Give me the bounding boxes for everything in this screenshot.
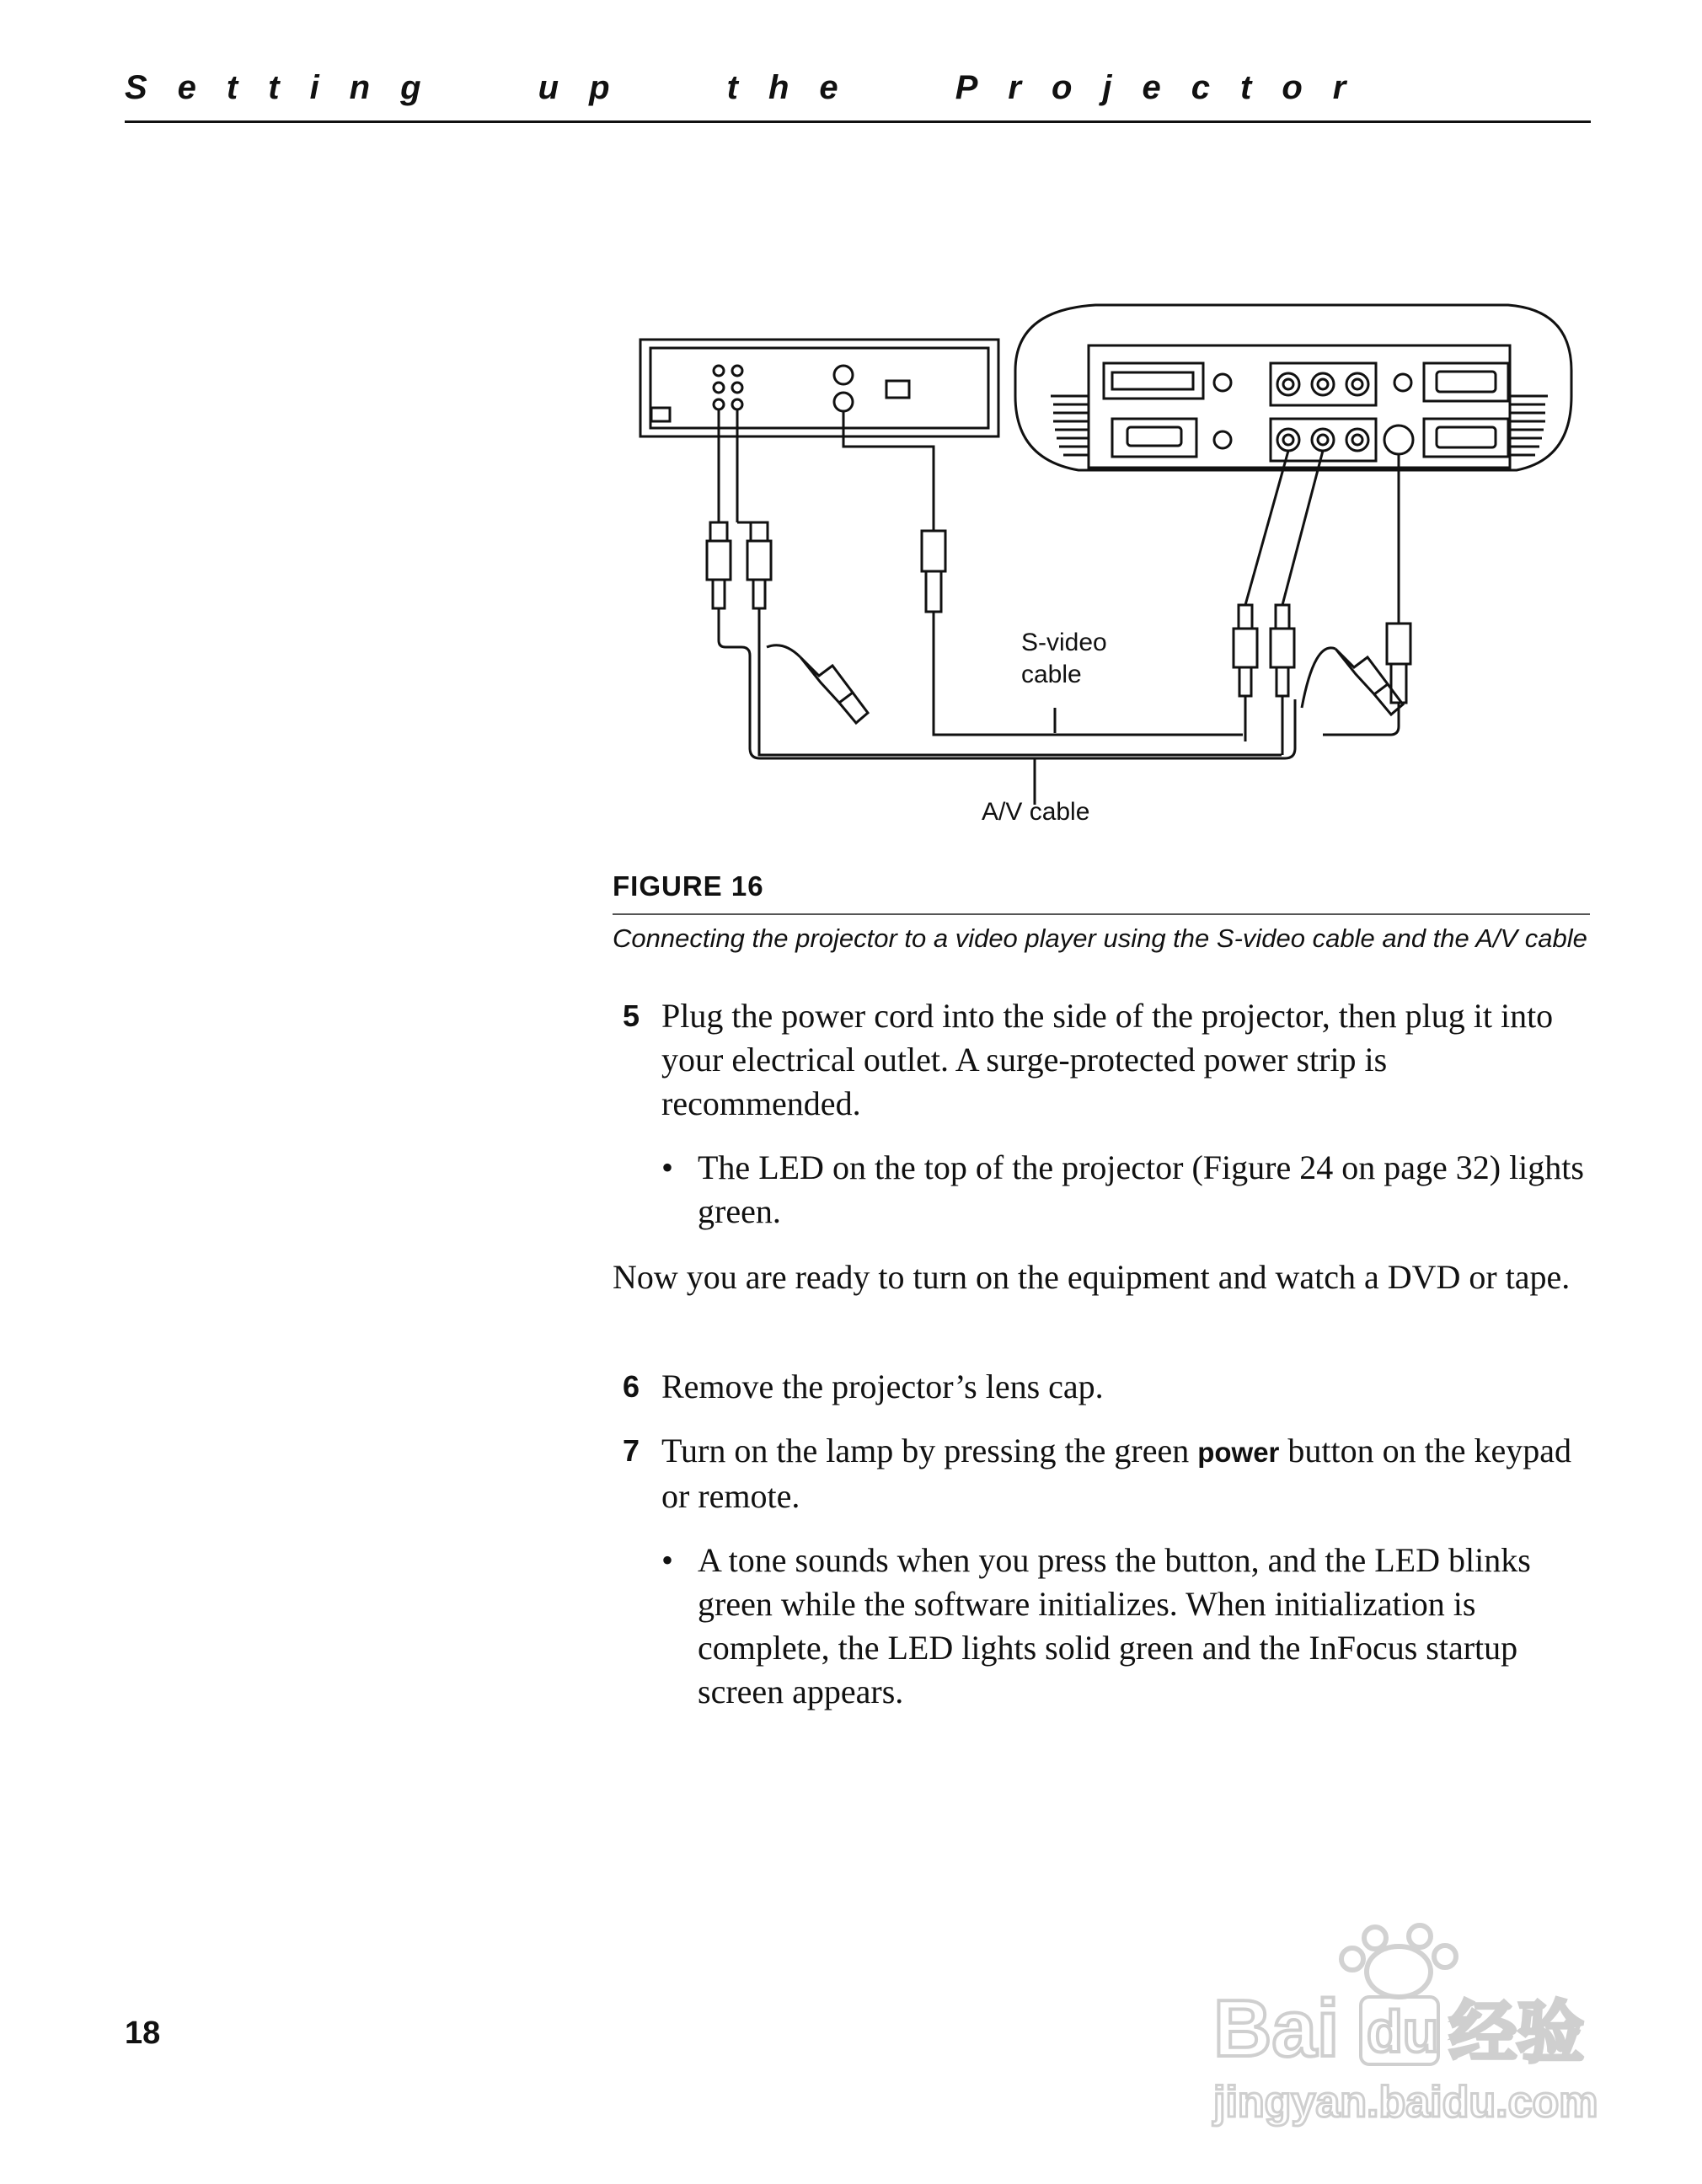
connection-diagram: [607, 286, 1601, 834]
rca-plug-angled-right: [1335, 649, 1403, 715]
step-text-before: Turn on the lamp by pressing the green: [661, 1432, 1198, 1469]
step-text-after: button on the keypad or remote.: [661, 1432, 1572, 1515]
watermark-brand-box: du: [1367, 1999, 1439, 2064]
video-player-device: [640, 340, 998, 436]
bullet-led-green: [661, 1146, 1592, 1234]
step-number: 7: [623, 1433, 640, 1468]
svideo-plug-right: [1323, 624, 1410, 735]
bullet-text: The LED on the top of the projector (Figure 24 on page 32) lights green.: [698, 1148, 1584, 1230]
rca-plug-angled-left: [800, 657, 868, 723]
watermark-cjk: 经验: [1449, 1994, 1584, 2072]
running-header: Setting up the Projector: [125, 69, 1377, 106]
step-number: 5: [623, 998, 640, 1033]
figure-caption: Connecting the projector to a video player using the S-video cable and the A/V cable: [613, 923, 1587, 953]
step-text: Remove the projector’s lens cap.: [661, 1368, 1104, 1405]
step-number: 6: [623, 1369, 640, 1404]
ready-paragraph: Now you are ready to turn on the equipment and watch a DVD or tape.: [613, 1258, 1571, 1296]
bullet-symbol: •: [661, 1148, 674, 1186]
watermark-brand: Bai: [1213, 1983, 1340, 2074]
projector-device: [1015, 305, 1571, 470]
av-cable-label: A/V cable: [982, 798, 1090, 826]
svideo-cable-label-line2: cable: [1021, 661, 1082, 688]
step-6: [613, 1365, 1590, 1409]
bullet-text: A tone sounds when you press the button, and the LED blinks green while the software initializes. When initialization is complete, the LED lights solid green and the InFocus startup screen appears.: [698, 1541, 1531, 1710]
bullet-symbol: •: [661, 1541, 674, 1579]
page-number: 18: [125, 2015, 161, 2051]
bullet-tone-sounds: [661, 1539, 1592, 1714]
step-text: [661, 1429, 1590, 1518]
step-7: [613, 1429, 1590, 1518]
header-rule: [125, 120, 1591, 123]
watermark-url: jingyan.baidu.com: [1213, 2078, 1598, 2127]
figure-label: FIGURE 16: [613, 870, 764, 902]
figure-rule: [613, 913, 1590, 915]
step-5: [613, 994, 1590, 1126]
rca-plug-left-2: [747, 522, 771, 637]
rca-plug-left-1: [707, 522, 731, 637]
rca-plug-right-2: [1271, 605, 1294, 755]
power-keyword: power: [1197, 1437, 1280, 1468]
rca-plug-right-1: [1234, 605, 1257, 741]
step-text: Plug the power cord into the side of the projector, then plug it into your electrical outlet. A surge-protected power strip is recommended.: [661, 997, 1554, 1122]
svideo-cable-label-line1: S-video: [1021, 629, 1107, 656]
paw-icon: [1341, 1925, 1456, 1997]
baidu-watermark: [1196, 1921, 1601, 2132]
